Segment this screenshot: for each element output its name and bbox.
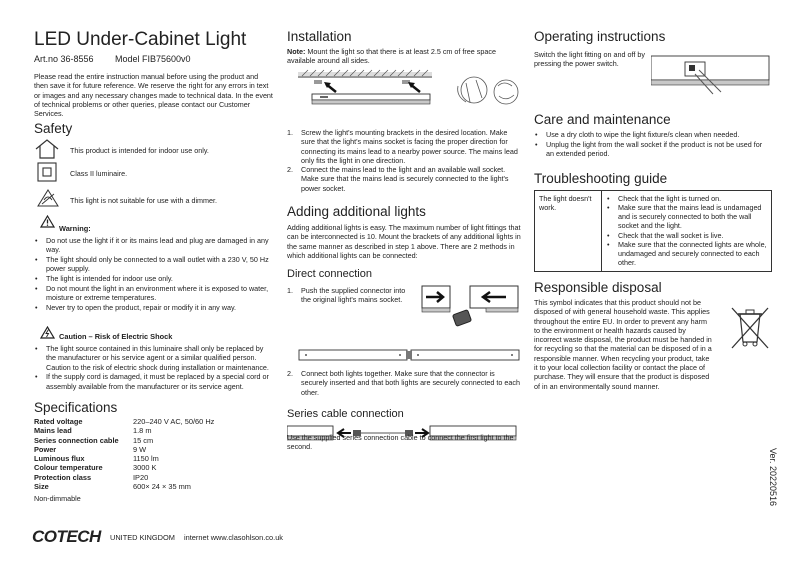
footer-internet: internet www.clasohlson.co.uk [184, 533, 284, 542]
spec-key: Protection class [34, 472, 92, 482]
list-item: • Never try to open the product, repair or modify it in any way. [34, 303, 274, 312]
warning-title: Warning: [59, 224, 91, 233]
no-dimmer-icon [36, 188, 60, 213]
caution-icon [40, 326, 55, 344]
installation-heading: Installation [287, 29, 352, 44]
direct-connection-illustration [420, 282, 520, 347]
spec-key: Series connection cable [34, 435, 119, 445]
specifications-table [34, 417, 214, 491]
list-item: 1. Screw the light's mounting brackets in the desired location. Make sure that the light's mains socket is facing the proper direction for connecting its mains lead to a nearby power source. The mains lead only fits the light in one direction. [287, 128, 518, 165]
list-item: • Make sure that the connected lights are whole, undamaged and securely connected to each other. [606, 240, 767, 267]
warning-icon [40, 215, 55, 233]
operating-text: Switch the light fitting on and off by pressing the power switch. [534, 50, 645, 69]
caution-title: Caution – Risk of Electric Shock [59, 332, 173, 341]
spec-value: 1150 lm [133, 454, 159, 464]
spec-key: Mains lead [34, 426, 72, 436]
direct-steps [287, 286, 412, 305]
adding-lights-text: Adding additional lights is easy. The maximum number of light fittings that can be interconnected is 10. Mount the brackets of any additional lights in the same manner as described in step 1 above. There are 2 methods in which additional lights can be connected: [287, 223, 521, 260]
model-number: Model FIB75600v0 [115, 54, 191, 64]
house-icon [34, 138, 60, 165]
list-item: • Check that the wall socket is live. [606, 231, 767, 240]
power-switch-illustration [651, 52, 771, 105]
lights-joined-illustration [298, 348, 520, 367]
disposal-text: This symbol indicates that this product should not be disposed of with general household waste. This applies throughout the entire EU. In order to prevent any harm to the environment or health hazards caused by incorrect waste disposal, the product must be handed in for recycling so that the material can be disposed of in a responsible manner. When recycling your product, take it to your local collection facility or contact the place of purchase. They will ensure that the product is disposed of in an environmentally sound manner. [534, 298, 712, 391]
list-item: • Unplug the light from the wall socket if the product is not be used for an extended period. [534, 140, 772, 159]
direct-steps-2 [287, 369, 522, 397]
direct-connection-heading: Direct connection [287, 268, 372, 280]
spec-key: Colour temperature [34, 463, 103, 473]
list-item: 2. Connect the mains lead to the light and an available wall socket. Make sure that the mains lead is securely connected to the light's power socket. [287, 165, 509, 193]
adding-lights-heading: Adding additional lights [287, 204, 426, 219]
list-item: • The light source contained in this luminaire shall only be replaced by the manufacturer or his service agent or a similar qualified person. Caution to the risk of electric shock during installation or maintenance. [34, 344, 274, 372]
installation-illustration [298, 68, 520, 131]
version-label: Ver. 20220516 [768, 448, 778, 507]
spec-key: Size [34, 482, 49, 492]
spec-value: 15 cm [133, 435, 154, 445]
spec-key: Luminous flux [34, 454, 85, 464]
spec-value: 1.8 m [133, 426, 152, 436]
brand-logo: COTECH [32, 527, 101, 546]
list-item: • The light should only be connected to a wall outlet with a 230 V, 50 Hz power supply. [34, 255, 274, 274]
class-ii-text: Class II luminaire. [70, 169, 128, 178]
spec-key: Power [34, 444, 57, 454]
page-title: LED Under-Cabinet Light [34, 29, 247, 50]
disposal-heading: Responsible disposal [534, 280, 662, 295]
list-item: • If the supply cord is damaged, it must be replaced by a special cord or assembly available from the manufacturer or its service agent. [34, 372, 274, 391]
non-dimmable-note: Non-dimmable [34, 494, 81, 503]
caution-list [34, 344, 274, 391]
installation-note: Note: Mount the light so that there is at least 2.5 cm of free space available around all sides. [287, 47, 496, 66]
class-ii-icon [37, 162, 57, 187]
footer-country: UNITED KINGDOM [110, 533, 175, 542]
spec-value: 9 W [133, 444, 147, 454]
solution-list [606, 194, 767, 267]
list-item: • Use a dry cloth to wipe the light fixture/s clean when needed. [534, 130, 772, 139]
indoor-use-text: This product is intended for indoor use only. [70, 146, 209, 155]
spec-value: 600× 24 × 35 mm [133, 482, 191, 492]
care-list [534, 130, 772, 158]
operating-heading: Operating instructions [534, 29, 666, 44]
list-item: • Do not use the light if it or its mains lead and plug are damaged in any way. [34, 236, 274, 255]
list-item: 2. Connect both lights together. Make sure that the connector is securely inserted and that both lights are securely connected to each other. [287, 369, 520, 397]
intro-text: Please read the entire instruction manual before using the product and then save it for future reference. We reserve the right for any errors in text or images and any necessary changes made to technical data. In the event of technical problems or other queries, please contact our Customer Services. [34, 72, 273, 119]
list-item: 1. Push the supplied connector into the original light's mains socket. [287, 286, 406, 305]
list-item: • The light is intended for indoor use only. [34, 274, 274, 283]
list-item: • Check that the light is turned on. [606, 194, 767, 203]
weee-bin-icon [728, 304, 772, 355]
troubleshooting-heading: Troubleshooting guide [534, 171, 668, 186]
installation-steps [287, 128, 522, 193]
series-connection-text: Use the supplied series connection cable to connect the first light to the second. [287, 433, 514, 452]
problem-cell: The light doesn't work. [535, 191, 602, 272]
no-dimmer-text: This light is not suitable for use with a dimmer. [70, 196, 218, 205]
spec-value: IP20 [133, 472, 149, 482]
specifications-heading: Specifications [34, 400, 118, 415]
series-connection-heading: Series cable connection [287, 408, 404, 420]
spec-key: Rated voltage [34, 417, 83, 426]
warning-list [34, 236, 274, 312]
list-item: • Do not mount the light in an environment where it is exposed to water, moisture or extreme temperatures. [34, 284, 274, 303]
care-heading: Care and maintenance [534, 112, 671, 127]
spec-value: 3000 K [133, 463, 157, 473]
troubleshooting-table [534, 190, 772, 272]
spec-value: 220–240 V AC, 50/60 Hz [133, 417, 215, 426]
safety-heading: Safety [34, 121, 73, 136]
art-no: Art.no 36-8556 [34, 54, 94, 64]
list-item: • Make sure that the mains lead is undamaged and is securely connected to both the wall socket and the light. [606, 203, 767, 230]
